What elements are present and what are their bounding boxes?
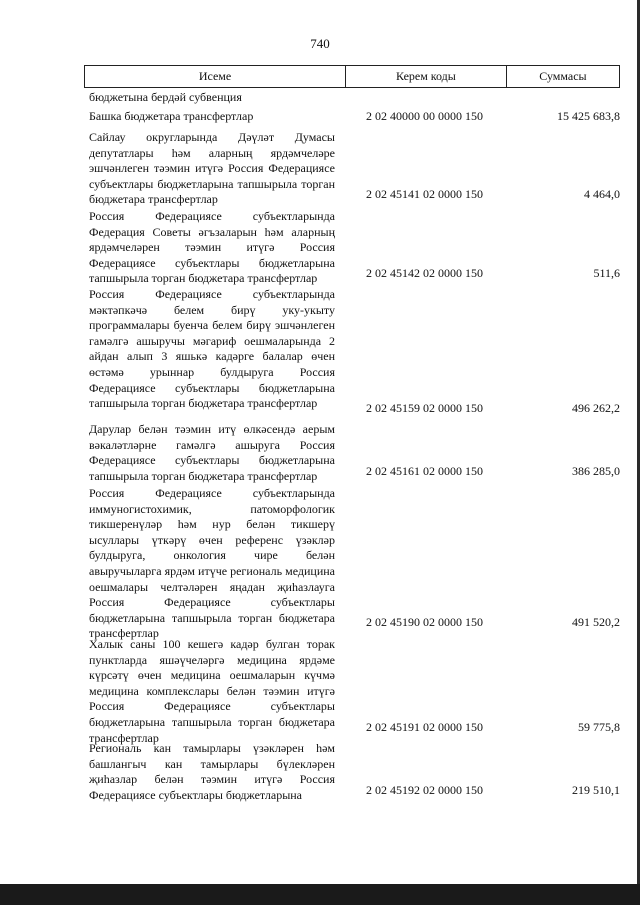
row-sum: 491 520,2 xyxy=(572,615,620,630)
row-name: Россия Федерациясе субъектларында мәктәпкәчә белем бирү уку-укыту программалары буенча белем бирү эшчәнлеген гамәлгә ашыручы мәгариф оешмаларында 2 айдан алып 3 яшькә кадәрге балалар өчен өстәмә урыннар булдыруга Россия Федерациясе субъектлары бюджетларына тапшырыла торган бюджетара трансфертлар xyxy=(89,287,335,411)
row-sum: 386 285,0 xyxy=(572,464,620,479)
table-row xyxy=(89,109,620,125)
row-name: Халык саны 100 кешегә кадәр булган торак пунктларда яшәүчеләргә медицина ярдәме күрсәтү өчен медицина оешмаларын күчмә медицина комплекслары белән тәэмин итүгә Россия Федерациясе субъектлары бюджетларына тапшырыла торган бюджетара трансфертлар xyxy=(89,637,335,745)
table-row xyxy=(89,637,620,745)
page-number: 740 xyxy=(310,36,330,51)
row-code: 2 02 45191 02 0000 150 xyxy=(366,720,483,735)
row-code: 2 02 45161 02 0000 150 xyxy=(366,464,483,479)
table-row xyxy=(89,486,620,641)
scan-bottom-border xyxy=(0,884,640,905)
table-row xyxy=(89,287,620,417)
row-code: 2 02 45159 02 0000 150 xyxy=(366,401,483,416)
table-header xyxy=(84,65,620,88)
row-sum: 59 775,8 xyxy=(578,720,620,735)
row-name: бюджетына бердәй субвенция xyxy=(89,90,242,104)
row-name: Россия Федерациясе субъектларында иммуногистохимик, патоморфологик тикшеренүләр һәм нур белән тикшерү ысуллары үткәрү өчен референс үзәкләр булдыруга, онкология чире белән авыручыларга ярдәм итүче региональ медицина оешмалары челтәләрен яңадан җиһазлауга Россия Федерациясе субъектлары бюджетларына тапшырыла торган бюджетара трансфертлар xyxy=(89,486,335,641)
row-sum: 15 425 683,8 xyxy=(557,109,620,124)
row-code: 2 02 45141 02 0000 150 xyxy=(366,187,483,202)
column-header-name: Исеме xyxy=(85,66,346,87)
row-code: 2 02 40000 00 0000 150 xyxy=(366,109,483,124)
table-row xyxy=(89,209,620,286)
row-sum: 219 510,1 xyxy=(572,783,620,798)
table-row xyxy=(89,422,620,483)
row-name: Дарулар белән тәэмин итү өлкәсендә аерым вәкаләтләрне гамәлгә ашыруга Россия Федерациясе субъектлары бюджетларына тапшырыла торган бюджетара трансфертлар xyxy=(89,422,335,483)
row-sum: 496 262,2 xyxy=(572,401,620,416)
row-name: Россия Федерациясе субъектларында Федерация Советы әгъзаларын һәм аларның ярдәмчеләрен тәэмин итүгә Россия Федерациясе субъектлары бюджетларына тапшырыла торган бюджетара трансфертлар xyxy=(89,209,335,286)
column-header-sum: Суммасы xyxy=(539,69,587,83)
row-name: Башка бюджетара трансфертлар xyxy=(89,109,254,123)
row-code: 2 02 45192 02 0000 150 xyxy=(366,783,483,798)
row-sum: 511,6 xyxy=(593,266,620,281)
row-sum: 4 464,0 xyxy=(584,187,620,202)
row-name: Сайлау округларында Дәүләт Думасы депутатлары һәм аларның ярдәмчеләре эшчәнлеген тәэмин итүгә Россия Федерациясе субъектлары бюджетларына тапшырыла торган бюджетара трансфертлар xyxy=(89,130,335,207)
row-code: 2 02 45190 02 0000 150 xyxy=(366,615,483,630)
row-code: 2 02 45142 02 0000 150 xyxy=(366,266,483,281)
table-row xyxy=(89,130,620,207)
table-row xyxy=(89,741,620,802)
row-name: Региональ кан тамырлары үзәкләрен һәм башлангыч кан тамырлары бүлекләрен җиһазлар белән тәэмин итүгә Россия Федерациясе субъектлары бюджетларына xyxy=(89,741,335,802)
table-row xyxy=(89,90,620,106)
column-header-code: Керем коды xyxy=(346,66,507,87)
